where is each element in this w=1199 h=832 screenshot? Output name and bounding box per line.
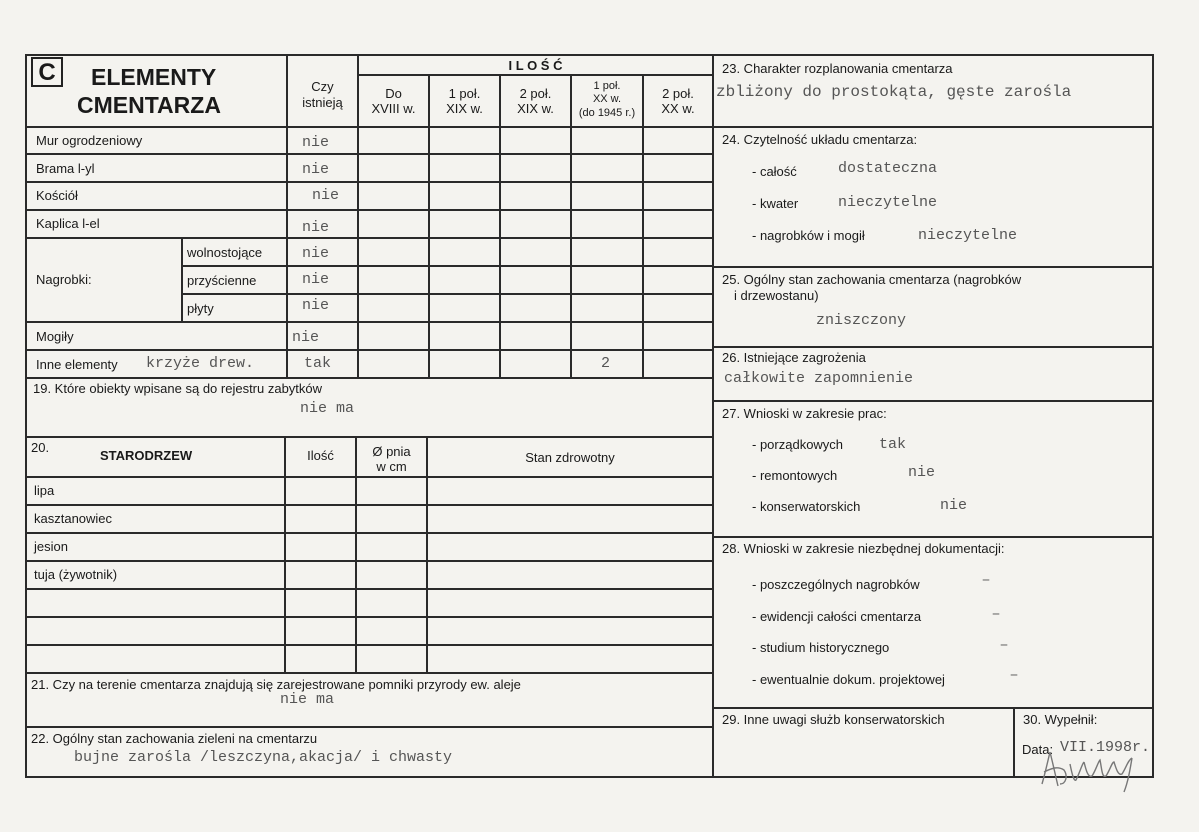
- row-value-kaplica: nie: [302, 219, 330, 236]
- row-label-mogily: Mogiły: [36, 329, 74, 344]
- divider-main: [712, 54, 714, 778]
- q22-value: bujne zarośla /leszczyna,akacja/ i chwasty: [74, 749, 453, 766]
- q20-ilosc: Ilość: [307, 448, 334, 463]
- rule: [25, 644, 712, 646]
- row-label-inne: Inne elementy: [36, 357, 118, 372]
- col-2pol-xx-l2: XX w.: [661, 101, 695, 116]
- q30-label: 30. Wypełnił:: [1023, 712, 1098, 727]
- tree-lipa: lipa: [34, 483, 55, 498]
- row-label-wolnostojace: wolnostojące: [187, 245, 263, 260]
- rule: [284, 436, 286, 672]
- row-value-inne: tak: [304, 355, 332, 372]
- q27-item-label-remontowych: - remontowych: [752, 468, 838, 483]
- q25-label-1: 25. Ogólny stan zachowania cmentarza (nagrobków: [722, 272, 1022, 287]
- q27-item-label-porzadkowych: - porządkowych: [752, 437, 844, 452]
- q21-label: 21. Czy na terenie cmentarza znajdują się zarejestrowane pomniki przyrody ew. aleje: [31, 677, 521, 692]
- q28-item-value-ewidencji: –: [992, 603, 1000, 622]
- rule: [712, 536, 1154, 538]
- tree-tuja: tuja (żywotnik): [34, 567, 118, 582]
- tree-kasztanowiec: kasztanowiec: [34, 511, 113, 526]
- q20-pnia-1: Ø pnia: [372, 444, 411, 459]
- rule: [25, 209, 712, 211]
- row-value-plyty: nie: [302, 297, 330, 314]
- rule: [642, 74, 644, 377]
- border-right: [1152, 54, 1154, 778]
- q27-item-value-remontowych: nie: [908, 464, 936, 481]
- row-label-plyty: płyty: [187, 301, 214, 316]
- rule: [25, 560, 712, 562]
- col-2pol-xix-l2: XIX w.: [517, 101, 554, 116]
- q23-value: zbliżony do prostokąta, gęste zarośla: [716, 83, 1072, 101]
- q28-item-value-studium: –: [1000, 634, 1008, 653]
- row-label-przyscienne: przyścienne: [187, 273, 257, 288]
- q27-item-label-konserwatorskich: - konserwatorskich: [752, 499, 861, 514]
- rule: [181, 293, 712, 295]
- col-do-xviii-l1: Do: [385, 86, 402, 101]
- q25-value: zniszczony: [816, 312, 907, 329]
- rule: [712, 126, 1154, 128]
- col-do-xviii-l2: XVIII w.: [371, 101, 416, 116]
- col-1pol-xix-l2: XIX w.: [446, 101, 483, 116]
- section-title-line1: ELEMENTY: [91, 64, 217, 90]
- q19-value: nie ma: [300, 400, 355, 417]
- q26-value: całkowite zapomnienie: [724, 370, 914, 387]
- border-left: [25, 54, 27, 778]
- row-value-przyscienne: nie: [302, 271, 330, 288]
- q29-label: 29. Inne uwagi służb konserwatorskich: [722, 712, 945, 727]
- row-typed-inne: krzyże drew.: [146, 355, 255, 372]
- rule: [181, 237, 183, 321]
- q28-item-label-ewidencji: - ewidencji całości cmentarza: [752, 609, 922, 624]
- col-1pol-xx-l3: (do 1945 r.): [578, 107, 636, 119]
- rule: [25, 237, 712, 239]
- tree-jesion: jesion: [34, 539, 68, 554]
- rule: [428, 74, 430, 377]
- border-top: [27, 54, 1154, 56]
- q20-stan: Stan zdrowotny: [525, 450, 615, 465]
- q20-pnia-2: w cm: [376, 459, 407, 474]
- col-2pol-xix-l1: 2 poł.: [519, 86, 552, 101]
- row-label-brama: Brama l-yl: [36, 161, 95, 176]
- rule: [25, 436, 712, 438]
- q24-item-label-kwater: - kwater: [752, 196, 799, 211]
- signature-icon: [1036, 740, 1144, 796]
- rule: [25, 726, 712, 728]
- q26-label: 26. Istniejące zagrożenia: [722, 350, 866, 365]
- q24-item-value-nagrobkow: nieczytelne: [918, 227, 1018, 244]
- row-label-kaplica: Kaplica l-el: [36, 216, 100, 231]
- col-1pol-xix-l1: 1 poł.: [448, 86, 481, 101]
- rule: [25, 588, 712, 590]
- col-2pol-xx-l1: 2 poł.: [662, 86, 694, 101]
- q23-label: 23. Charakter rozplanowania cmentarza: [722, 61, 953, 76]
- rule: [712, 400, 1154, 402]
- q25-label-2: i drzewostanu): [734, 288, 819, 303]
- q28-item-label-nagrobkow: - poszczególnych nagrobków: [752, 577, 920, 592]
- rule: [1013, 707, 1015, 778]
- rule: [359, 74, 712, 76]
- q27-label: 27. Wnioski w zakresie prac:: [722, 406, 887, 421]
- border-bottom: [25, 776, 1154, 778]
- row-value-brama: nie: [302, 161, 330, 178]
- q30-data-label: Data:: [1022, 742, 1054, 757]
- ilosc-header: I L O Ś Ć: [508, 58, 563, 73]
- rule: [25, 672, 712, 674]
- section-letter: C: [31, 57, 63, 87]
- rule: [712, 346, 1154, 348]
- q24-item-label-calosc: - całość: [752, 164, 797, 179]
- czy-istnieja-line2: istnieją: [302, 95, 343, 110]
- row-value-wolnostojace: nie: [302, 245, 330, 262]
- rule: [25, 377, 712, 379]
- rule: [712, 707, 1154, 709]
- q28-item-label-studium: - studium historycznego: [752, 640, 890, 655]
- row-count-inne: 2: [601, 355, 611, 372]
- rule: [25, 126, 712, 128]
- q22-label: 22. Ogólny stan zachowania zieleni na cmentarzu: [31, 731, 318, 746]
- q28-item-label-projektowej: - ewentualnie dokum. projektowej: [752, 672, 945, 687]
- q24-item-value-kwater: nieczytelne: [838, 194, 938, 211]
- section-title-line2: CMENTARZA: [77, 92, 221, 118]
- q24-item-value-calosc: dostateczna: [838, 160, 938, 177]
- rule: [712, 266, 1154, 268]
- q28-label: 28. Wnioski w zakresie niezbędnej dokumentacji:: [722, 541, 1005, 556]
- q21-value: nie ma: [280, 691, 335, 708]
- q28-item-value-nagrobkow: –: [982, 569, 990, 588]
- rule: [25, 616, 712, 618]
- q30-data-value: VII.1998r.: [1060, 739, 1151, 756]
- rule: [499, 74, 501, 377]
- rule: [181, 265, 712, 267]
- rule: [25, 532, 712, 534]
- col-1pol-xx-l2: XX w.: [592, 93, 622, 105]
- rule: [25, 504, 712, 506]
- row-label-mur: Mur ogrodzeniowy: [36, 133, 143, 148]
- rule: [25, 181, 712, 183]
- row-label-kosciol: Kościół: [36, 188, 78, 203]
- row-value-kosciol: nie: [312, 187, 340, 204]
- rule: [426, 436, 428, 672]
- col-1pol-xx-l1: 1 poł.: [593, 80, 621, 92]
- rule: [25, 349, 712, 351]
- row-value-mogily: nie: [292, 329, 320, 346]
- rule: [25, 153, 712, 155]
- q20-number: 20.: [31, 440, 50, 455]
- rule: [25, 476, 712, 478]
- row-value-mur: nie: [302, 134, 330, 151]
- q28-item-value-projektowej: –: [1010, 664, 1018, 683]
- rule: [25, 321, 712, 323]
- row-label-nagrobki: Nagrobki:: [36, 272, 92, 287]
- q19-label: 19. Które obiekty wpisane są do rejestru zabytków: [33, 381, 323, 396]
- q20-title: STARODRZEW: [100, 448, 193, 463]
- q27-item-value-konserwatorskich: nie: [940, 497, 968, 514]
- czy-istnieja-line1: Czy: [311, 79, 334, 94]
- q27-item-value-porzadkowych: tak: [879, 436, 907, 453]
- q24-item-label-nagrobkow: - nagrobków i mogił: [752, 228, 865, 243]
- q24-label: 24. Czytelność układu cmentarza:: [722, 132, 918, 147]
